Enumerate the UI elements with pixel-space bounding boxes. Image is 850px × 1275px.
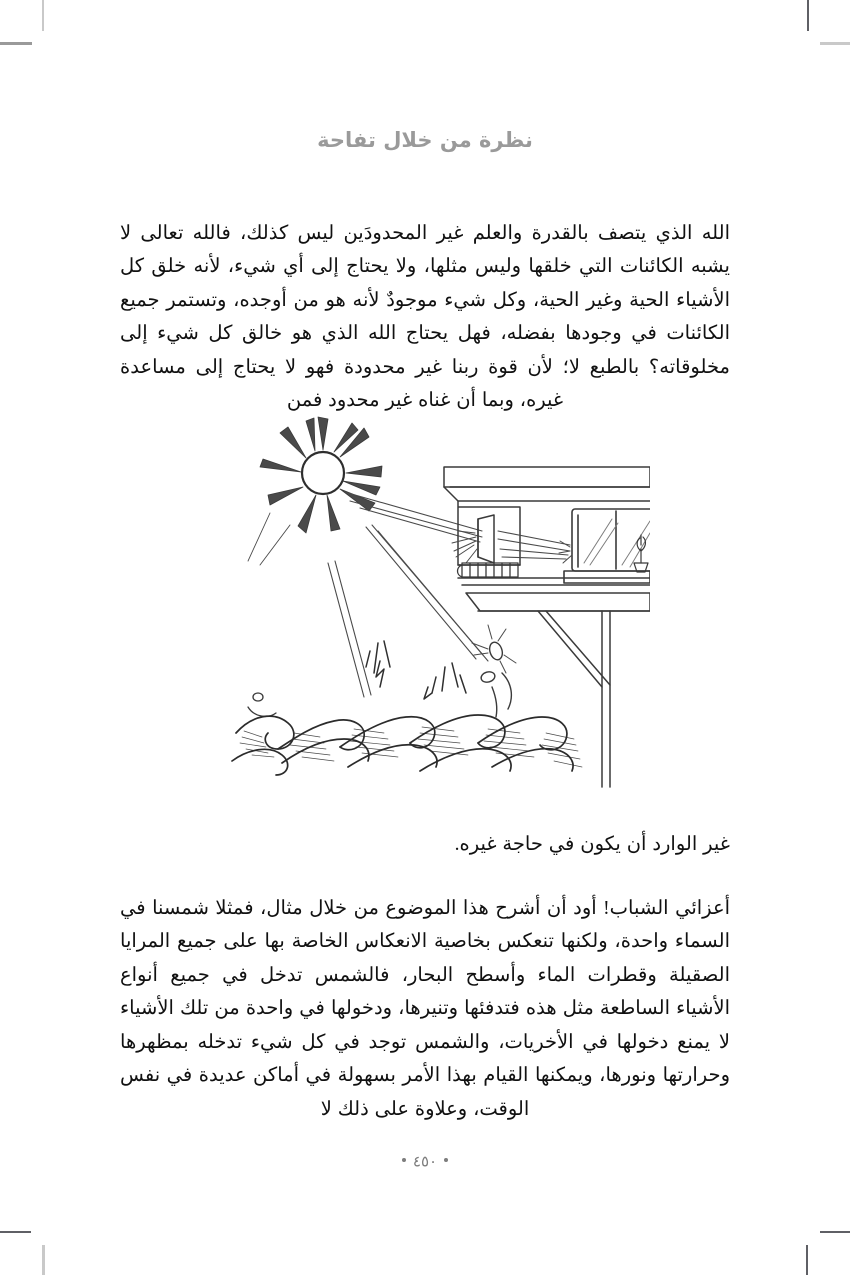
- page-content-area: [120, 0, 730, 1275]
- wave-shading: [240, 727, 582, 767]
- crop-mark-top-left-horizontal: [0, 42, 32, 45]
- body-paragraph-one: الله الذي يتصف بالقدرة والعلم غير المحدودَين ليس كذلك، فالله تعالى لا يشبه الكائنات التي خلقها وليس مثلها، ولا يحتاج إلى أي شيء، لأنه خلق كل الأشياء الحية وغير الحية، وكل شيء موجودٌ لأنه هو من أوجده، وتستمر جميع الكائنات في وجودها بفضله، فهل يحتاج الله الذي هو خالق كل شيء إلى مخلوقاته؟ بالطبع لا؛ لأن قوة ربنا غير محدودة فهو لا يحتاج إلى مساعدة غيره، وبما أن غناه غير محدود فمن: [120, 222, 730, 411]
- sea-waves: [232, 715, 573, 775]
- window-glass-reflection: [584, 519, 650, 567]
- crop-mark-bottom-right-vertical: [806, 1245, 808, 1275]
- crop-mark-top-right-vertical: [807, 0, 809, 31]
- mirror-reflection-sparkle: [452, 531, 477, 563]
- chapter-title: نظرة من خلال تفاحة: [317, 128, 533, 152]
- diagonal-brace: [538, 611, 610, 687]
- body-paragraph-three: أعزائي الشباب! أود أن أشرح هذا الموضوع من خلال مثال، فمثلا شمسنا في السماء واحدة، ولكنها تنعكس بخاصية الانعكاس الخاصة بها على جميع المرايا الصقيلة وقطرات الماء وأسطح البحار، فالشمس تدخل في جميع أنواع الأشياء الساطعة مثل هذه فتدفئها وتنيرها، ودخولها في واحدة من تلك الأشياء لا يمنع دخولها في الأخريات، والشمس توجد في كل شيء تدخله بمظهرها وحرارتها ونورها، ويمكنها القيام بهذا الأمر بسهولة في أماكن عديدة في نفس الوقت، وعلاوة على ذلك لا: [120, 897, 730, 1120]
- sun-icon: [260, 417, 382, 533]
- body-paragraph-two: غير الوارد أن يكون في حاجة غيره.: [454, 833, 730, 855]
- folio-dot-end: [402, 1158, 406, 1162]
- crop-mark-bottom-left-horizontal: [0, 1231, 31, 1233]
- support-post: [602, 611, 610, 787]
- crop-mark-top-right-horizontal: [820, 42, 850, 45]
- crop-mark-bottom-left-vertical: [42, 1245, 45, 1275]
- window-sparkle: [559, 541, 572, 563]
- wall-mirror-icon: [478, 515, 494, 563]
- water-splash-left: [366, 641, 390, 687]
- mirror-beam-to-window: [498, 531, 570, 559]
- water-droplet-lower: [480, 670, 511, 717]
- water-droplet-upper: [488, 641, 505, 662]
- page-folio: [120, 1152, 730, 1171]
- water-splash-mid: [424, 663, 466, 699]
- sea-bubble: [248, 693, 276, 716]
- folio-dot-start: [444, 1158, 448, 1162]
- folio-number: ٤٥٠: [412, 1152, 438, 1171]
- illustration-sun-reflection: [230, 415, 650, 790]
- crop-mark-top-left-vertical: [42, 0, 44, 31]
- sun-beam-to-sea: [248, 513, 488, 697]
- balcony-structure: [444, 467, 650, 611]
- crop-mark-bottom-right-horizontal: [820, 1231, 850, 1233]
